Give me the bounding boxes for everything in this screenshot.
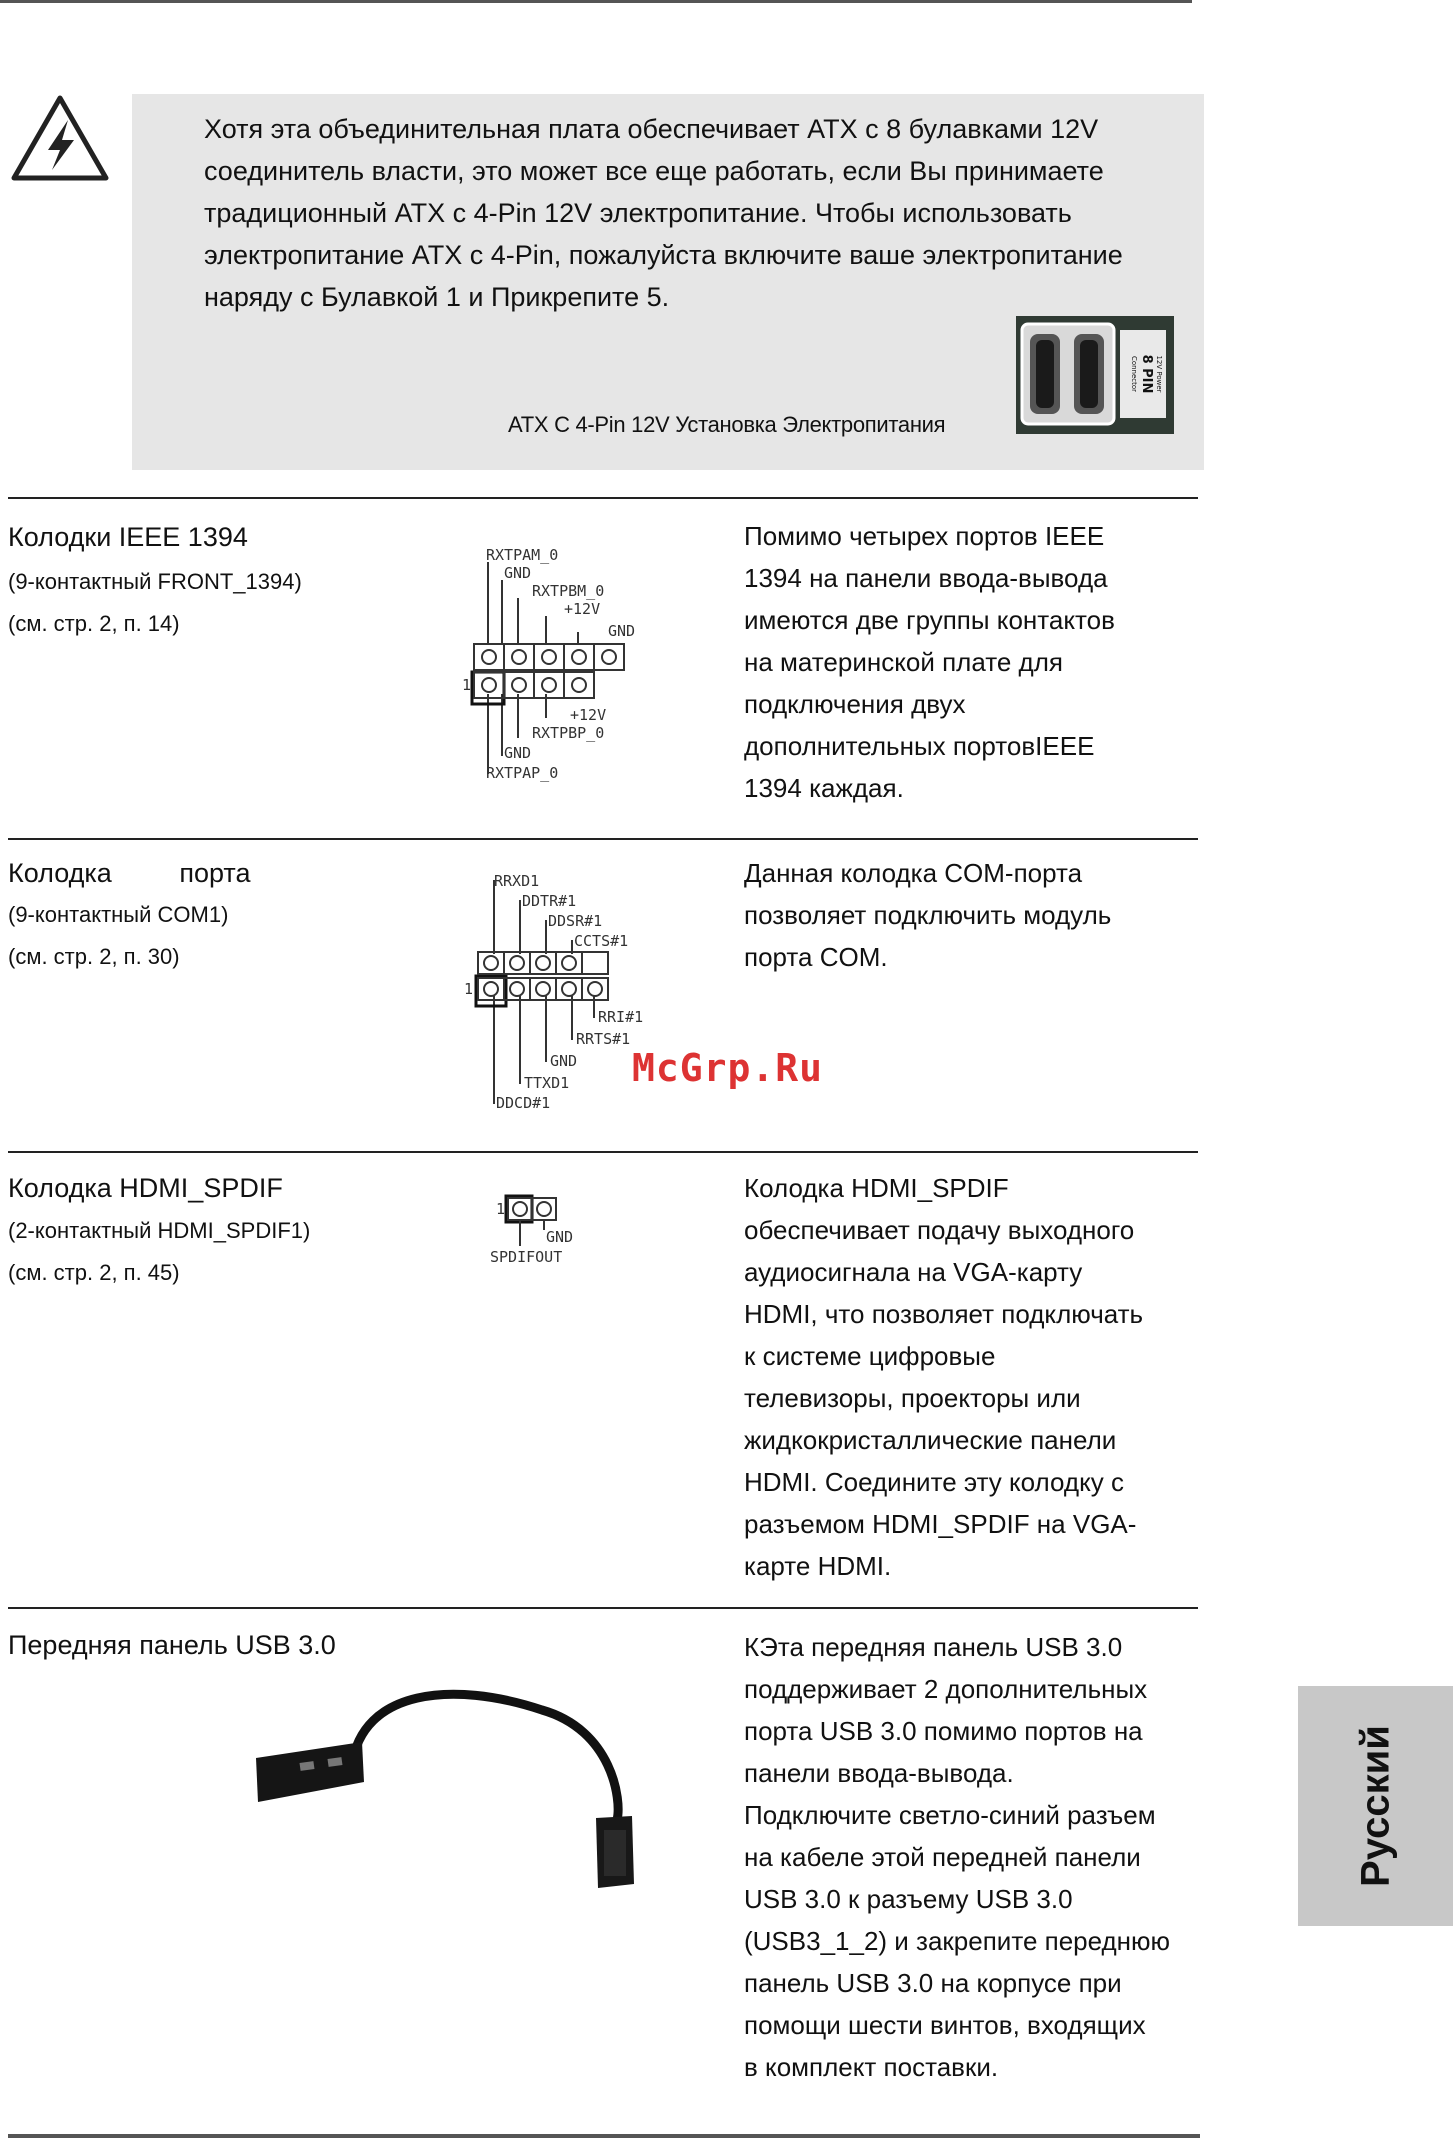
usb3-title: Передняя панель USB 3.0 xyxy=(8,1630,336,1660)
pin-label: RXTPAM_0 xyxy=(486,546,559,564)
body-line: КЭта передняя панель USB 3.0 xyxy=(744,1632,1123,1662)
ieee1394-subtitle: (9-контактный FRONT_1394) xyxy=(8,569,302,594)
body-line: позволяет подключить модуль xyxy=(744,900,1112,930)
warning-text xyxy=(204,108,1164,318)
com-subtitle: (9-контактный COM1) xyxy=(8,902,229,927)
pin-label: TTXD1 xyxy=(524,1074,570,1092)
ieee1394-page-ref: (см. стр. 2, п. 14) xyxy=(8,611,180,636)
body-line: HDMI. Соедините эту колодку с xyxy=(744,1467,1124,1497)
pin-label: DDCD#1 xyxy=(496,1094,551,1112)
pin-1-marker xyxy=(476,976,506,1006)
ieee1394-title: Колодки IEEE 1394 xyxy=(8,522,248,552)
ieee1394-description xyxy=(744,515,1214,809)
pin1-label: 1 xyxy=(462,676,472,694)
body-line: порта USB 3.0 помимо портов на xyxy=(744,1716,1143,1746)
body-line: карте HDMI. xyxy=(744,1551,892,1581)
body-line: в комплект поставки. xyxy=(744,2052,999,2082)
body-line: 1394 на панели ввода-вывода xyxy=(744,563,1108,593)
hdmi-spdif-title: Колодка HDMI_SPDIF xyxy=(8,1173,283,1203)
body-line: разъемом HDMI_SPDIF на VGA- xyxy=(744,1509,1137,1539)
photo-label: 8 PIN xyxy=(1139,354,1154,394)
section-divider xyxy=(8,838,1198,840)
pin-label: RXTPBP_0 xyxy=(532,724,605,742)
ieee1394-pin-diagram xyxy=(460,542,680,792)
pin-label: DDSR#1 xyxy=(548,912,603,930)
pin-label: RRI#1 xyxy=(598,1008,644,1026)
warning-line: электропитание ATX с 4-Pin, пожалуйста включите ваше электропитание xyxy=(204,240,1123,270)
com-description xyxy=(744,852,1214,978)
body-line: порта COM. xyxy=(744,942,888,972)
pin-label: RRTS#1 xyxy=(576,1030,631,1048)
pin-label: GND xyxy=(608,622,636,640)
warning-line: Хотя эта объединительная плата обеспечивает ATX с 8 булавками 12V xyxy=(204,114,1099,144)
body-line: аудиосигнала на VGA-карту xyxy=(744,1257,1083,1287)
body-line: имеются две группы контактов xyxy=(744,605,1115,635)
hdmi-spdif-pin-diagram xyxy=(486,1190,606,1280)
body-line: (USB3_1_2) и закрепите переднюю xyxy=(744,1926,1171,1956)
body-line: Данная колодка COM-порта xyxy=(744,858,1083,888)
section-divider xyxy=(8,1607,1198,1609)
section-divider xyxy=(8,1151,1198,1153)
body-line: HDMI, что позволяет подключать xyxy=(744,1299,1144,1329)
section-divider xyxy=(8,497,1198,499)
bottom-rule xyxy=(8,2134,1200,2138)
pin-label: CCTS#1 xyxy=(574,932,629,950)
body-line: Помимо четырех портов IEEE xyxy=(744,521,1105,551)
body-line: помощи шести винтов, входящих xyxy=(744,2010,1146,2040)
pin-label: RXTPBM_0 xyxy=(532,582,605,600)
warning-caption: ATX С 4-Pin 12V Установка Электропитания xyxy=(508,412,946,437)
pin-label: +12V xyxy=(570,706,607,724)
hdmi-spdif-page-ref: (см. стр. 2, п. 45) xyxy=(8,1260,180,1285)
warning-line: соединитель власти, это может все еще работать, если Вы принимаете xyxy=(204,156,1104,186)
body-line: дополнительных портовIEEE xyxy=(744,731,1095,761)
body-line: жидкокристаллические панели xyxy=(744,1425,1117,1455)
watermark: McGrp.Ru xyxy=(632,1046,824,1090)
pin1-label: 1 xyxy=(496,1200,506,1218)
photo-label: 12V Power xyxy=(1155,355,1163,393)
pin-label: RXTPAP_0 xyxy=(486,764,559,782)
pin-label: DDTR#1 xyxy=(522,892,577,910)
pin-label: +12V xyxy=(564,600,601,618)
pin-label: SPDIFOUT xyxy=(490,1248,563,1266)
body-line: Колодка HDMI_SPDIF xyxy=(744,1173,1009,1203)
pin1-label: 1 xyxy=(464,980,474,998)
com-title: Колодка порта xyxy=(8,858,251,888)
pin-1-marker xyxy=(506,1196,532,1222)
body-line: панели ввода-вывода. xyxy=(744,1758,1014,1788)
body-line: телевизоры, проекторы или xyxy=(744,1383,1081,1413)
pin-label: GND xyxy=(550,1052,578,1070)
language-tab xyxy=(1298,1686,1453,1926)
high-voltage-warning-icon xyxy=(10,92,110,186)
pin-label: GND xyxy=(504,744,532,762)
body-line: 1394 каждая. xyxy=(744,773,904,803)
com-page-ref: (см. стр. 2, п. 30) xyxy=(8,944,180,969)
hdmi-spdif-description xyxy=(744,1167,1214,1587)
body-line: к системе цифровые xyxy=(744,1341,996,1371)
body-line: обеспечивает подачу выходного xyxy=(744,1215,1135,1245)
usb3-description xyxy=(744,1626,1244,2088)
body-line: подключения двух xyxy=(744,689,966,719)
top-rule xyxy=(0,0,1192,3)
body-line: на кабеле этой передней панели xyxy=(744,1842,1141,1872)
body-line: USB 3.0 к разъему USB 3.0 xyxy=(744,1884,1073,1914)
body-line: на материнской плате для xyxy=(744,647,1063,677)
warning-line: традиционный ATX с 4-Pin 12V электропитание. Чтобы использовать xyxy=(204,198,1072,228)
atx-connector-photo xyxy=(1016,316,1174,434)
pin-label: GND xyxy=(504,564,532,582)
body-line: поддерживает 2 дополнительных xyxy=(744,1674,1148,1704)
language-tab-label: Русский xyxy=(1353,1725,1397,1887)
body-line: панель USB 3.0 на корпусе при xyxy=(744,1968,1122,1998)
warning-line: наряду с Булавкой 1 и Прикрепите 5. xyxy=(204,282,670,312)
hdmi-spdif-subtitle: (2-контактный HDMI_SPDIF1) xyxy=(8,1218,311,1243)
body-line: Подключите светло-синий разъем xyxy=(744,1800,1156,1830)
photo-label: Connector xyxy=(1130,355,1138,393)
pin-label: GND xyxy=(546,1228,574,1246)
pin-label: RRXD1 xyxy=(494,872,540,890)
usb3-front-panel-photo xyxy=(252,1670,642,1900)
